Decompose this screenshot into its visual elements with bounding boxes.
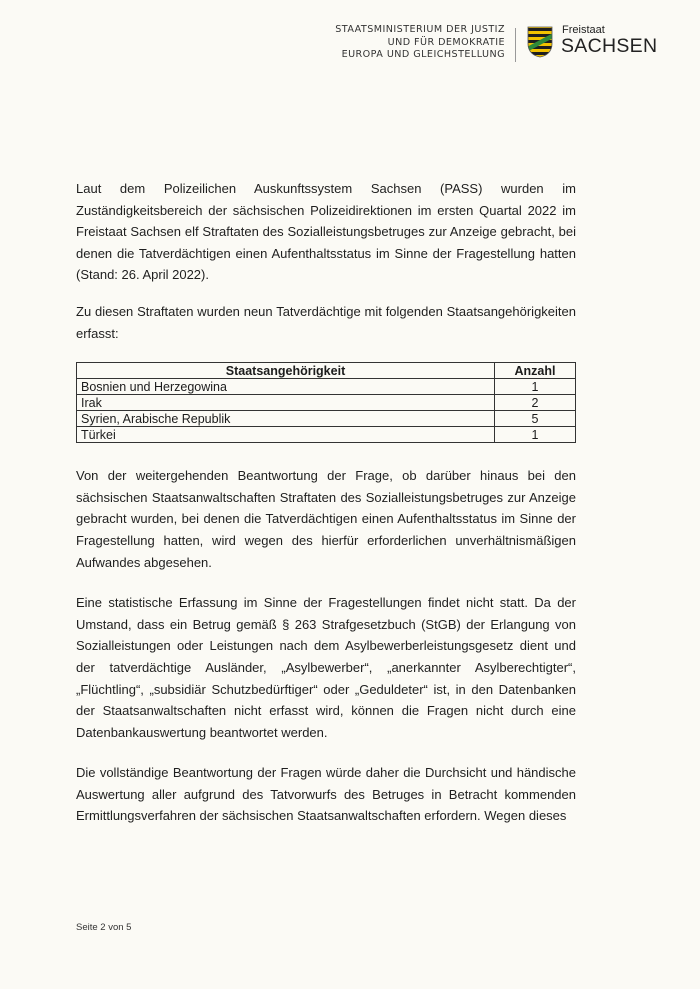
column-header-nationality: Staatsangehörigkeit [77, 363, 495, 379]
ministry-line-3: EUROPA UND GLEICHSTELLUNG [341, 49, 505, 60]
paragraph-statistical-recording: Eine statistische Erfassung im Sinne der Fragestellungen findet nicht statt. Da der Umstand, dass ein Betrug gemäß § 263 Strafgesetzbuch (StGB) der Erlangung von Sozialleistungen oder Leistungen nach dem Asylbewerberleistungsgesetz dient und der tatverdächtige Ausländer, „Asylbewerber“, „anerkannter Asylberechtigter“, „Flüchtling“, „subsidiär Schutzbedürftiger“ oder „Geduldeter“ ist, in den Datenbanken der Staatsanwaltschaften nicht erfasst wird, können die Fragen nicht durch eine Datenbankauswertung beantwortet werden. [76, 595, 576, 740]
table-row [77, 395, 576, 411]
nationality-table [76, 362, 576, 443]
saxony-coat-of-arms-icon [527, 26, 553, 58]
letterhead-divider [515, 28, 516, 62]
ministry-line-2: UND FÜR DEMOKRATIE [387, 36, 505, 48]
count-cell: 5 [495, 411, 576, 427]
letterhead [335, 24, 670, 68]
nationality-cell: Bosnien und Herzegowina [77, 379, 495, 395]
nationality-cell: Irak [77, 395, 495, 411]
paragraph-suspects-intro: Zu diesen Straftaten wurden neun Tatverdächtige mit folgenden Staatsangehörigkeiten erfasst: [76, 303, 576, 341]
count-cell: 1 [495, 379, 576, 395]
table-header-row [77, 363, 576, 379]
letter-body [76, 178, 576, 849]
paragraph-pass-statistics: Laut dem Polizeilichen Auskunftssystem Sachsen (PASS) wurden im Zuständigkeitsbereich der sächsischen Polizeidirektionen im ersten Quartal 2022 im Freistaat Sachsen elf Straftaten des Sozialleistungsbetruges zur Anzeige gebracht, bei denen die Tatverdächtigen einen Aufenthaltsstatus im Sinne der Fragestellung hatten (Stand: 26. April 2022). [76, 181, 576, 283]
count-cell: 1 [495, 427, 576, 443]
sachsen-label: SACHSEN [561, 35, 658, 57]
freistaat-label: Freistaat [562, 24, 605, 36]
paragraph-manual-review: Die vollständige Beantwortung der Fragen würde daher die Durchsicht und händische Auswertung aller aufgrund des Tatvorwurfs des Betruges in Betracht kommenden Ermittlungsverfahren der sächsischen Staatsanwaltschaften erfordern. Wegen dieses [76, 765, 576, 824]
table-row [77, 379, 576, 395]
ministry-name [335, 24, 505, 62]
column-header-count: Anzahl [495, 363, 576, 379]
table-row [77, 411, 576, 427]
table-row [77, 427, 576, 443]
page-number: Seite 2 von 5 [76, 922, 132, 933]
nationality-cell: Türkei [77, 427, 495, 443]
nationality-cell: Syrien, Arabische Republik [77, 411, 495, 427]
paragraph-prosecution-scope: Von der weitergehenden Beantwortung der Frage, ob darüber hinaus bei den sächsischen Staatsanwaltschaften Straftaten des Sozialleistungsbetruges zur Anzeige gebracht wurden, bei denen die Tatverdächtigen einen Aufenthaltsstatus im Sinne der Fragestellung hatten, wird wegen des hierfür erforderlichen unverhältnismäßigen Aufwandes abgesehen. [76, 468, 576, 570]
count-cell: 2 [495, 395, 576, 411]
ministry-line-1: STAATSMINISTERIUM DER JUSTIZ [335, 24, 505, 35]
